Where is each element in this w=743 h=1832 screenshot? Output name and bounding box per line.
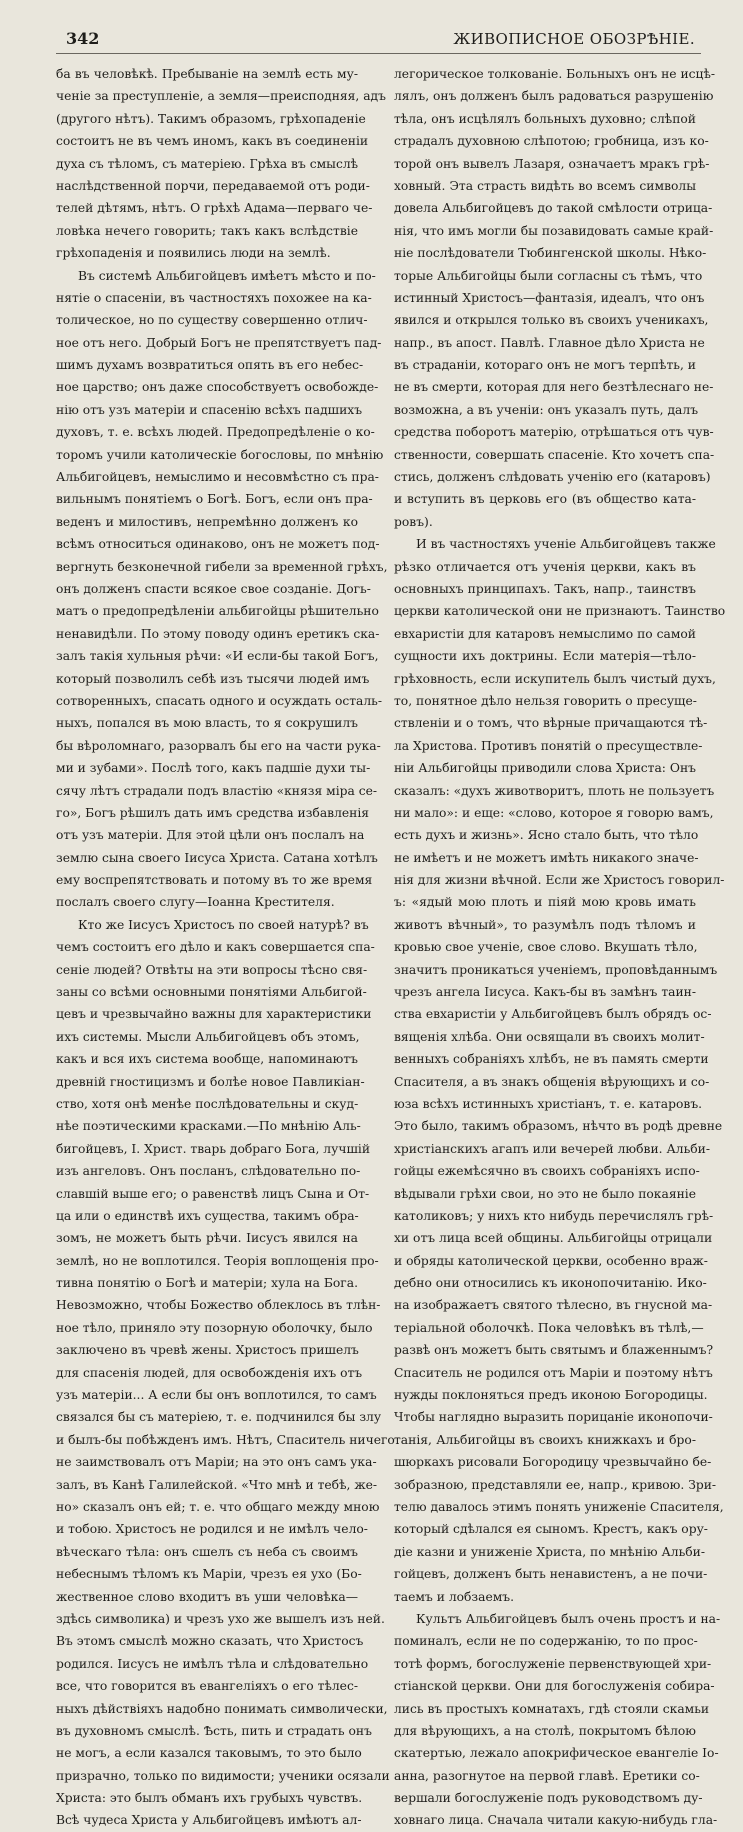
text-line: отъ узъ матеріи. Для этой цѣли онъ послалъ на xyxy=(56,828,365,843)
text-line: вѣческаго тѣла: онъ сшелъ съ неба съ своимъ xyxy=(56,1544,358,1559)
text-line: сотворенныхъ, спасать одного и осуждать осталь- xyxy=(56,693,383,708)
text-line: значитъ проникаться ученіемъ, проповѣданнымъ xyxy=(394,962,718,977)
left-text-column xyxy=(56,63,395,1832)
text-line: не имѣетъ и не можетъ имѣть никакого значе- xyxy=(394,850,699,865)
text-line: ъ: «ядый мою плоть и піяй мою кровь имать xyxy=(394,895,696,910)
text-line: нѣе поэтическими красками.—По мнѣнію Аль- xyxy=(56,1119,361,1134)
text-line: шимъ духамъ возвратиться опять въ его небес- xyxy=(56,358,364,373)
text-line: католиковъ; у нихъ кто нибудь перечислялъ грѣ- xyxy=(394,1208,714,1223)
text-line: венныхъ собраніяхъ хлѣбъ, не въ память смерти xyxy=(394,1052,709,1067)
text-line: сеніе людей? Отвѣты на эти вопросы тѣсно свя- xyxy=(56,962,368,977)
page-number: 342 xyxy=(66,29,100,48)
text-line: юза всѣхъ истинныхъ христіанъ, т. е. катаровъ. xyxy=(394,1096,703,1111)
text-line: средства поборотъ матерію, отрѣшаться отъ чув- xyxy=(394,425,714,440)
text-line: теріальной оболочкѣ. Пока человѣкъ въ тѣлѣ,— xyxy=(394,1320,704,1335)
text-line: и вступить въ церковь его (въ общество ката- xyxy=(394,492,696,507)
text-line: зобразною, представляли ее, напр., кривою. Зри- xyxy=(394,1477,717,1492)
text-line: ныхъ, попался въ мою власть, то я сокрушилъ xyxy=(56,716,358,731)
text-line: и обряды католической церкви, особенно враж- xyxy=(394,1253,708,1268)
text-line: какъ и вся ихъ система вообще, напоминаютъ xyxy=(56,1052,358,1067)
text-line: онъ долженъ спасти всякое свое созданіе. Догь- xyxy=(56,581,371,596)
text-line: чрезъ ангела Іисуса. Какъ-бы въ замѣнъ таин- xyxy=(394,985,696,1000)
text-line: все, что говорится въ евангеліяхъ о его тѣлес- xyxy=(56,1679,358,1694)
text-line: нія для жизни вѣчной. Если же Христосъ говорил- xyxy=(394,873,725,888)
text-line: Всѣ чудеса Христа у Альбигойцевъ имѣютъ ал- xyxy=(56,1813,362,1828)
text-line: цевъ и чрезвычайно важны для характеристики xyxy=(56,1007,372,1022)
text-line: Въ этомъ смыслѣ можно сказать, что Христосъ xyxy=(56,1634,364,1649)
text-line: ство, хотя онѣ менѣе послѣдовательны и скуд- xyxy=(56,1096,359,1111)
text-line: тотѣ формъ, богослуженіе первенствующей хри- xyxy=(394,1656,712,1671)
text-line: для спасенія людей, для освобожденія ихъ отъ xyxy=(56,1365,363,1380)
text-line: ни мало»: и еще: «слово, которое я говорю вамъ, xyxy=(394,805,714,820)
text-line: заны со всѣми основными понятіями Альбигой- xyxy=(56,985,367,1000)
text-line: явился и открылся только въ своихъ ученикахъ, xyxy=(394,313,709,328)
text-line: древній гностицизмъ и болѣе новое Павликіан- xyxy=(56,1074,365,1089)
text-line: евхаристіи для катаровъ немыслимо по самой xyxy=(394,626,696,641)
text-line: чемъ состоитъ его дѣло и какъ совершается спа- xyxy=(56,940,375,955)
text-line: Альбигойцевъ, немыслимо и несовмѣстно съ пра- xyxy=(56,470,379,485)
text-line: телю давалось этимъ понять униженіе Спасителя, xyxy=(394,1500,724,1514)
text-line: таемъ и лобзаемъ. xyxy=(394,1589,515,1604)
text-line: заключено въ чревѣ жены. Христосъ пришелъ xyxy=(56,1343,359,1358)
text-line: гойцы ежемѣсячно въ своихъ собраніяхъ испо- xyxy=(394,1164,700,1179)
text-line: узъ матеріи... А если бы онъ воплотился, то самъ xyxy=(56,1388,377,1403)
text-line: толическое, но по существу совершенно отлич- xyxy=(56,313,368,328)
text-line: христіанскихъ агапъ или вечерей любви. Альби- xyxy=(394,1141,711,1156)
text-line: грѣхопаденія и появились люди на землѣ. xyxy=(56,246,331,261)
text-line: Кто же Іисусъ Христосъ по своей натурѣ? въ xyxy=(78,917,369,932)
text-line: лись въ простыхъ комнатахъ, гдѣ стояли скамьи xyxy=(394,1701,710,1716)
text-line: землю сына своего Іисуса Христа. Сатана хотѣлъ xyxy=(56,850,378,865)
text-line: Спасителя, а въ знакъ общенія вѣрующихъ и со- xyxy=(394,1074,710,1089)
text-line: Культъ Альбигойцевъ былъ очень простъ и на- xyxy=(416,1611,721,1626)
text-line: стись, долженъ слѣдовать ученію его (катаровъ) xyxy=(394,470,711,485)
text-line: ла Христова. Противъ понятій о пресуществле- xyxy=(394,738,703,753)
text-line: землѣ, но не воплотился. Теорія воплощенія про- xyxy=(56,1253,379,1268)
text-line: послалъ своего слугу—Іоанна Крестителя. xyxy=(56,895,335,910)
text-line: ихъ системы. Мысли Альбигойцевъ объ этомъ, xyxy=(56,1029,360,1044)
text-line: сказалъ: «духъ животворитъ, плоть не пользуетъ xyxy=(394,783,715,798)
right-text-column xyxy=(394,63,726,1832)
text-line: и былъ-бы побѣжденъ имъ. Нѣтъ, Спаситель ничего xyxy=(56,1432,395,1447)
text-line: церкви католической они не признаютъ. Таинство xyxy=(394,604,726,619)
text-line: вергнуть безконечной гибели за временной грѣхъ, xyxy=(56,559,388,574)
text-line: го», Богъ рѣшилъ дать имъ средства избавленія xyxy=(56,805,370,820)
text-line: призрачно, только по видимости; ученики осязали xyxy=(56,1768,390,1783)
text-line: который позволилъ себѣ изъ тысячи людей имъ xyxy=(56,671,370,686)
text-line: торой онъ вывелъ Лазаря, означаетъ мракъ грѣ- xyxy=(394,156,710,171)
text-line: духа съ тѣломъ, съ матеріею. Грѣха въ смыслѣ xyxy=(56,156,359,171)
text-line: нію отъ узъ матеріи и спасенію всѣхъ падшихъ xyxy=(56,402,363,417)
text-line: анна, разогнутое на первой главѣ. Еретики со- xyxy=(394,1768,700,1783)
text-line: шюркахъ рисовали Богородицу чрезвычайно бе- xyxy=(394,1455,712,1470)
text-line: залъ, въ Канѣ Галилейской. «Что мнѣ и тебѣ, же- xyxy=(56,1477,378,1492)
text-line: сущности ихъ доктрины. Если матерія—тѣло- xyxy=(394,649,696,664)
text-line: состоитъ не въ чемъ иномъ, какъ въ соединеніи xyxy=(56,134,369,149)
text-line: Это было, такимъ образомъ, нѣчто въ родѣ древне xyxy=(394,1119,723,1134)
text-line: И въ частностяхъ ученіе Альбигойцевъ также xyxy=(416,537,716,552)
text-line: здѣсь символика) и чрезъ ухо же вышелъ изъ ней. xyxy=(56,1611,385,1626)
text-line: довела Альбигойцевъ до такой смѣлости отрица- xyxy=(394,201,713,216)
text-line: нія, что имъ могли бы позавидовать самые край- xyxy=(394,223,714,238)
text-line: Христа: это былъ обманъ ихъ грубыхъ чувствъ. xyxy=(56,1791,363,1806)
running-title: ЖИВОПИСНОЕ ОБОЗРѢНІЕ. xyxy=(453,30,695,48)
text-line: ствленіи и о томъ, что вѣрные причащаются тѣ- xyxy=(394,716,708,731)
text-line: кровью свое ученіе, свое слово. Вкушать тѣло, xyxy=(394,940,698,955)
text-line: связался бы съ матеріею, т. е. подчинился бы злу xyxy=(56,1410,382,1425)
text-line: ба въ человѣкѣ. Пребываніе на землѣ есть му- xyxy=(56,67,358,81)
text-line: ченіе за преступленіе, а земля—преисподняя, адъ xyxy=(56,89,386,104)
text-line: ства евхаристіи у Альбигойцевъ былъ обрядъ ос- xyxy=(394,1007,712,1022)
text-line: рѣзко отличается отъ ученія церкви, какъ въ xyxy=(394,559,696,574)
text-line: истинный Христосъ—фантазія, идеалъ, что онъ xyxy=(394,290,705,305)
text-line: возможна, а въ ученіи: онъ указалъ путь, далъ xyxy=(394,402,699,417)
text-line: родился. Іисусъ не имѣлъ тѣла и слѣдовательно xyxy=(56,1656,369,1671)
text-line: грѣховность, если искупитель былъ чистый духъ, xyxy=(394,671,716,686)
text-line: въ страданіи, котораго онъ не могъ терпѣть, и xyxy=(394,358,696,373)
text-line: ное царство; онъ даже способствуетъ освобожде- xyxy=(56,380,379,395)
text-line: то, понятное дѣло нельзя говорить о пресуще- xyxy=(394,693,697,708)
text-line: всѣмъ относиться одинаково, онъ не можетъ под- xyxy=(56,537,380,552)
text-line: вильнымъ понятіемъ о Богѣ. Богъ, если онъ пра- xyxy=(56,492,373,507)
text-line: ца или о единствѣ ихъ существа, такимъ обра- xyxy=(56,1208,359,1223)
text-line: Невозможно, чтобы Божество облеклось въ тлѣн- xyxy=(56,1298,381,1313)
text-line: ное отъ него. Добрый Богъ не препятствуетъ пад- xyxy=(56,335,382,350)
text-line: развѣ онъ можетъ быть святымъ и блаженнымъ? xyxy=(394,1343,714,1358)
text-line: ное тѣло, приняло эту позорную оболочку, было xyxy=(56,1320,373,1335)
text-line: на изображаетъ святого тѣлесно, въ гнусной ма- xyxy=(394,1298,713,1313)
text-line: легорическое толкованіе. Больныхъ онъ не исцѣ- xyxy=(394,67,716,81)
text-line: стіанской церкви. Они для богослуженія собира- xyxy=(394,1679,715,1694)
text-line: страдалъ духовною слѣпотою; гробница, изъ ко- xyxy=(394,134,709,149)
text-line: бы вѣроломнаго, разорвалъ бы его на части рука- xyxy=(56,738,381,753)
text-line: ховный. Эта страсть видѣть во всемъ символы xyxy=(394,178,696,193)
text-line: гойцевъ, долженъ быть ненавистенъ, а не почи- xyxy=(394,1567,708,1582)
text-line: зомъ, не можетъ быть рѣчи. Іисусъ явился на xyxy=(56,1231,358,1246)
text-line: небеснымъ тѣломъ къ Маріи, чрезъ ея ухо (Бо- xyxy=(56,1567,362,1582)
text-line: для вѣрующихъ, а на столѣ, покрытомъ бѣлою xyxy=(394,1723,696,1738)
text-line: славшій выше его; о равенствѣ лицъ Сына и От- xyxy=(56,1186,370,1201)
text-line: вершали богослуженіе подъ руководствомъ ду- xyxy=(394,1791,703,1806)
text-line: наслѣдственной порчи, передаваемой отъ роди- xyxy=(56,178,370,193)
text-line: жественное слово входитъ въ уши человѣка— xyxy=(56,1589,358,1604)
text-line: нужды поклоняться предъ иконою Богородицы. xyxy=(394,1388,708,1403)
text-line: дебно они относились къ иконопочитанію. Ико- xyxy=(394,1276,707,1291)
text-line: сячу лѣтъ страдали подъ властію «князя міра се- xyxy=(56,783,378,798)
text-line: ловѣка нечего говорить; такъ какъ вслѣдствіе xyxy=(56,223,358,238)
text-line: скатертью, лежало апокрифическое евангеліе Іо- xyxy=(394,1746,719,1761)
text-line: изъ ангеловъ. Онъ посланъ, слѣдовательно по- xyxy=(56,1164,361,1179)
text-line: въ духовномъ смыслѣ. Ѣсть, пить и страдать онъ xyxy=(56,1723,372,1738)
text-line: хи отъ лица всей общины. Альбигойцы отрицали xyxy=(394,1231,713,1246)
text-line: духовъ, т. е. всѣхъ людей. Предопредѣленіе о ко- xyxy=(56,425,375,440)
text-line: ему воспрепятствовать и потому въ то же время xyxy=(56,873,373,888)
text-line: ми и зубами». Послѣ того, какъ падшіе духи ты- xyxy=(56,761,371,776)
text-line: Въ системѣ Альбигойцевъ имѣетъ мѣсто и по- xyxy=(78,268,376,283)
text-line: залъ такія хульныя рѣчи: «И если-бы такой Богъ, xyxy=(56,649,379,664)
text-line: вѣдывали грѣхи свои, но это не было покаяніе xyxy=(394,1186,696,1201)
text-line: и тобою. Христосъ не родился и не имѣлъ чело- xyxy=(56,1522,368,1537)
text-line: животъ вѣчный», то разумѣлъ подъ тѣломъ и xyxy=(394,917,696,932)
text-line: торомъ учили католическіе богословы, по мнѣнію xyxy=(56,447,384,462)
text-line: ненавидѣли. По этому поводу одинъ еретикъ ска- xyxy=(56,626,380,641)
text-line: ніи Альбигойцы приводили слова Христа: Онъ xyxy=(394,761,696,776)
text-line: діе казни и униженіе Христа, по мнѣнію Альби- xyxy=(394,1544,706,1559)
text-line: напр., въ апост. Павлѣ. Главное дѣло Христа не xyxy=(394,335,705,350)
text-line: бигойцевъ, І. Христ. тварь добраго Бога, лучшій xyxy=(56,1141,371,1156)
text-line: есть духъ и жизнь». Ясно стало быть, что тѣло xyxy=(394,828,699,843)
text-line: телей дѣтямъ, нѣтъ. О грѣхѣ Адама—перваго че- xyxy=(56,201,373,216)
text-line: лялъ, онъ долженъ былъ радоваться разрушенію xyxy=(394,89,714,104)
text-line: вященія хлѣба. Они освящали въ своихъ молит- xyxy=(394,1029,705,1044)
text-line: тѣла, онъ исцѣлялъ больныхъ духовно; слѣпой xyxy=(394,111,696,126)
text-line: поминалъ, если не по содержанію, то по прос- xyxy=(394,1634,698,1649)
text-line: нятіе о спасеніи, въ частностяхъ похожее на ка- xyxy=(56,290,372,305)
text-line: Чтобы наглядно выразить порицаніе иконопочи- xyxy=(394,1410,713,1425)
text-line: ственности, совершать спасеніе. Кто хочетъ спа- xyxy=(394,447,715,462)
text-line: не могъ, а если казался таковымъ, то это было xyxy=(56,1746,362,1761)
page-header xyxy=(56,27,701,54)
text-line: ныхъ дѣйствіяхъ надобно понимать символически, xyxy=(56,1701,388,1716)
text-line: танія, Альбигойцы въ своихъ книжкахъ и бро- xyxy=(394,1432,696,1447)
text-line: (другого нѣтъ). Такимъ образомъ, грѣхопаденіе xyxy=(56,111,366,126)
text-line: не въ смерти, которая для него безтѣлеснаго не- xyxy=(394,380,714,395)
text-line: который сдѣлался ея сыномъ. Крестъ, какъ ору- xyxy=(394,1522,708,1537)
text-line: тивна понятію о Богѣ и матеріи; хула на Бога. xyxy=(56,1276,358,1291)
text-line: ховнаго лица. Сначала читали какую-нибудь гла- xyxy=(394,1813,718,1828)
text-line: не заимствовалъ отъ Маріи; на это онъ самъ ука- xyxy=(56,1455,377,1470)
text-line: ровъ). xyxy=(394,514,433,529)
text-line: матъ о предопредѣленіи альбигойцы рѣшительно xyxy=(56,604,379,619)
text-line: веденъ и милостивъ, непремѣнно долженъ ко xyxy=(56,514,358,529)
text-line: ніе послѣдователи Тюбингенской школы. Нѣко- xyxy=(394,246,707,261)
text-line: но» сказалъ онъ ей; т. е. что общаго между мною xyxy=(56,1500,380,1514)
text-line: Спаситель не родился отъ Маріи и поэтому нѣтъ xyxy=(394,1365,713,1380)
text-line: основныхъ принципахъ. Такъ, напр., таинствъ xyxy=(394,581,696,596)
text-line: торые Альбигойцы были согласны съ тѣмъ, что xyxy=(394,268,703,283)
